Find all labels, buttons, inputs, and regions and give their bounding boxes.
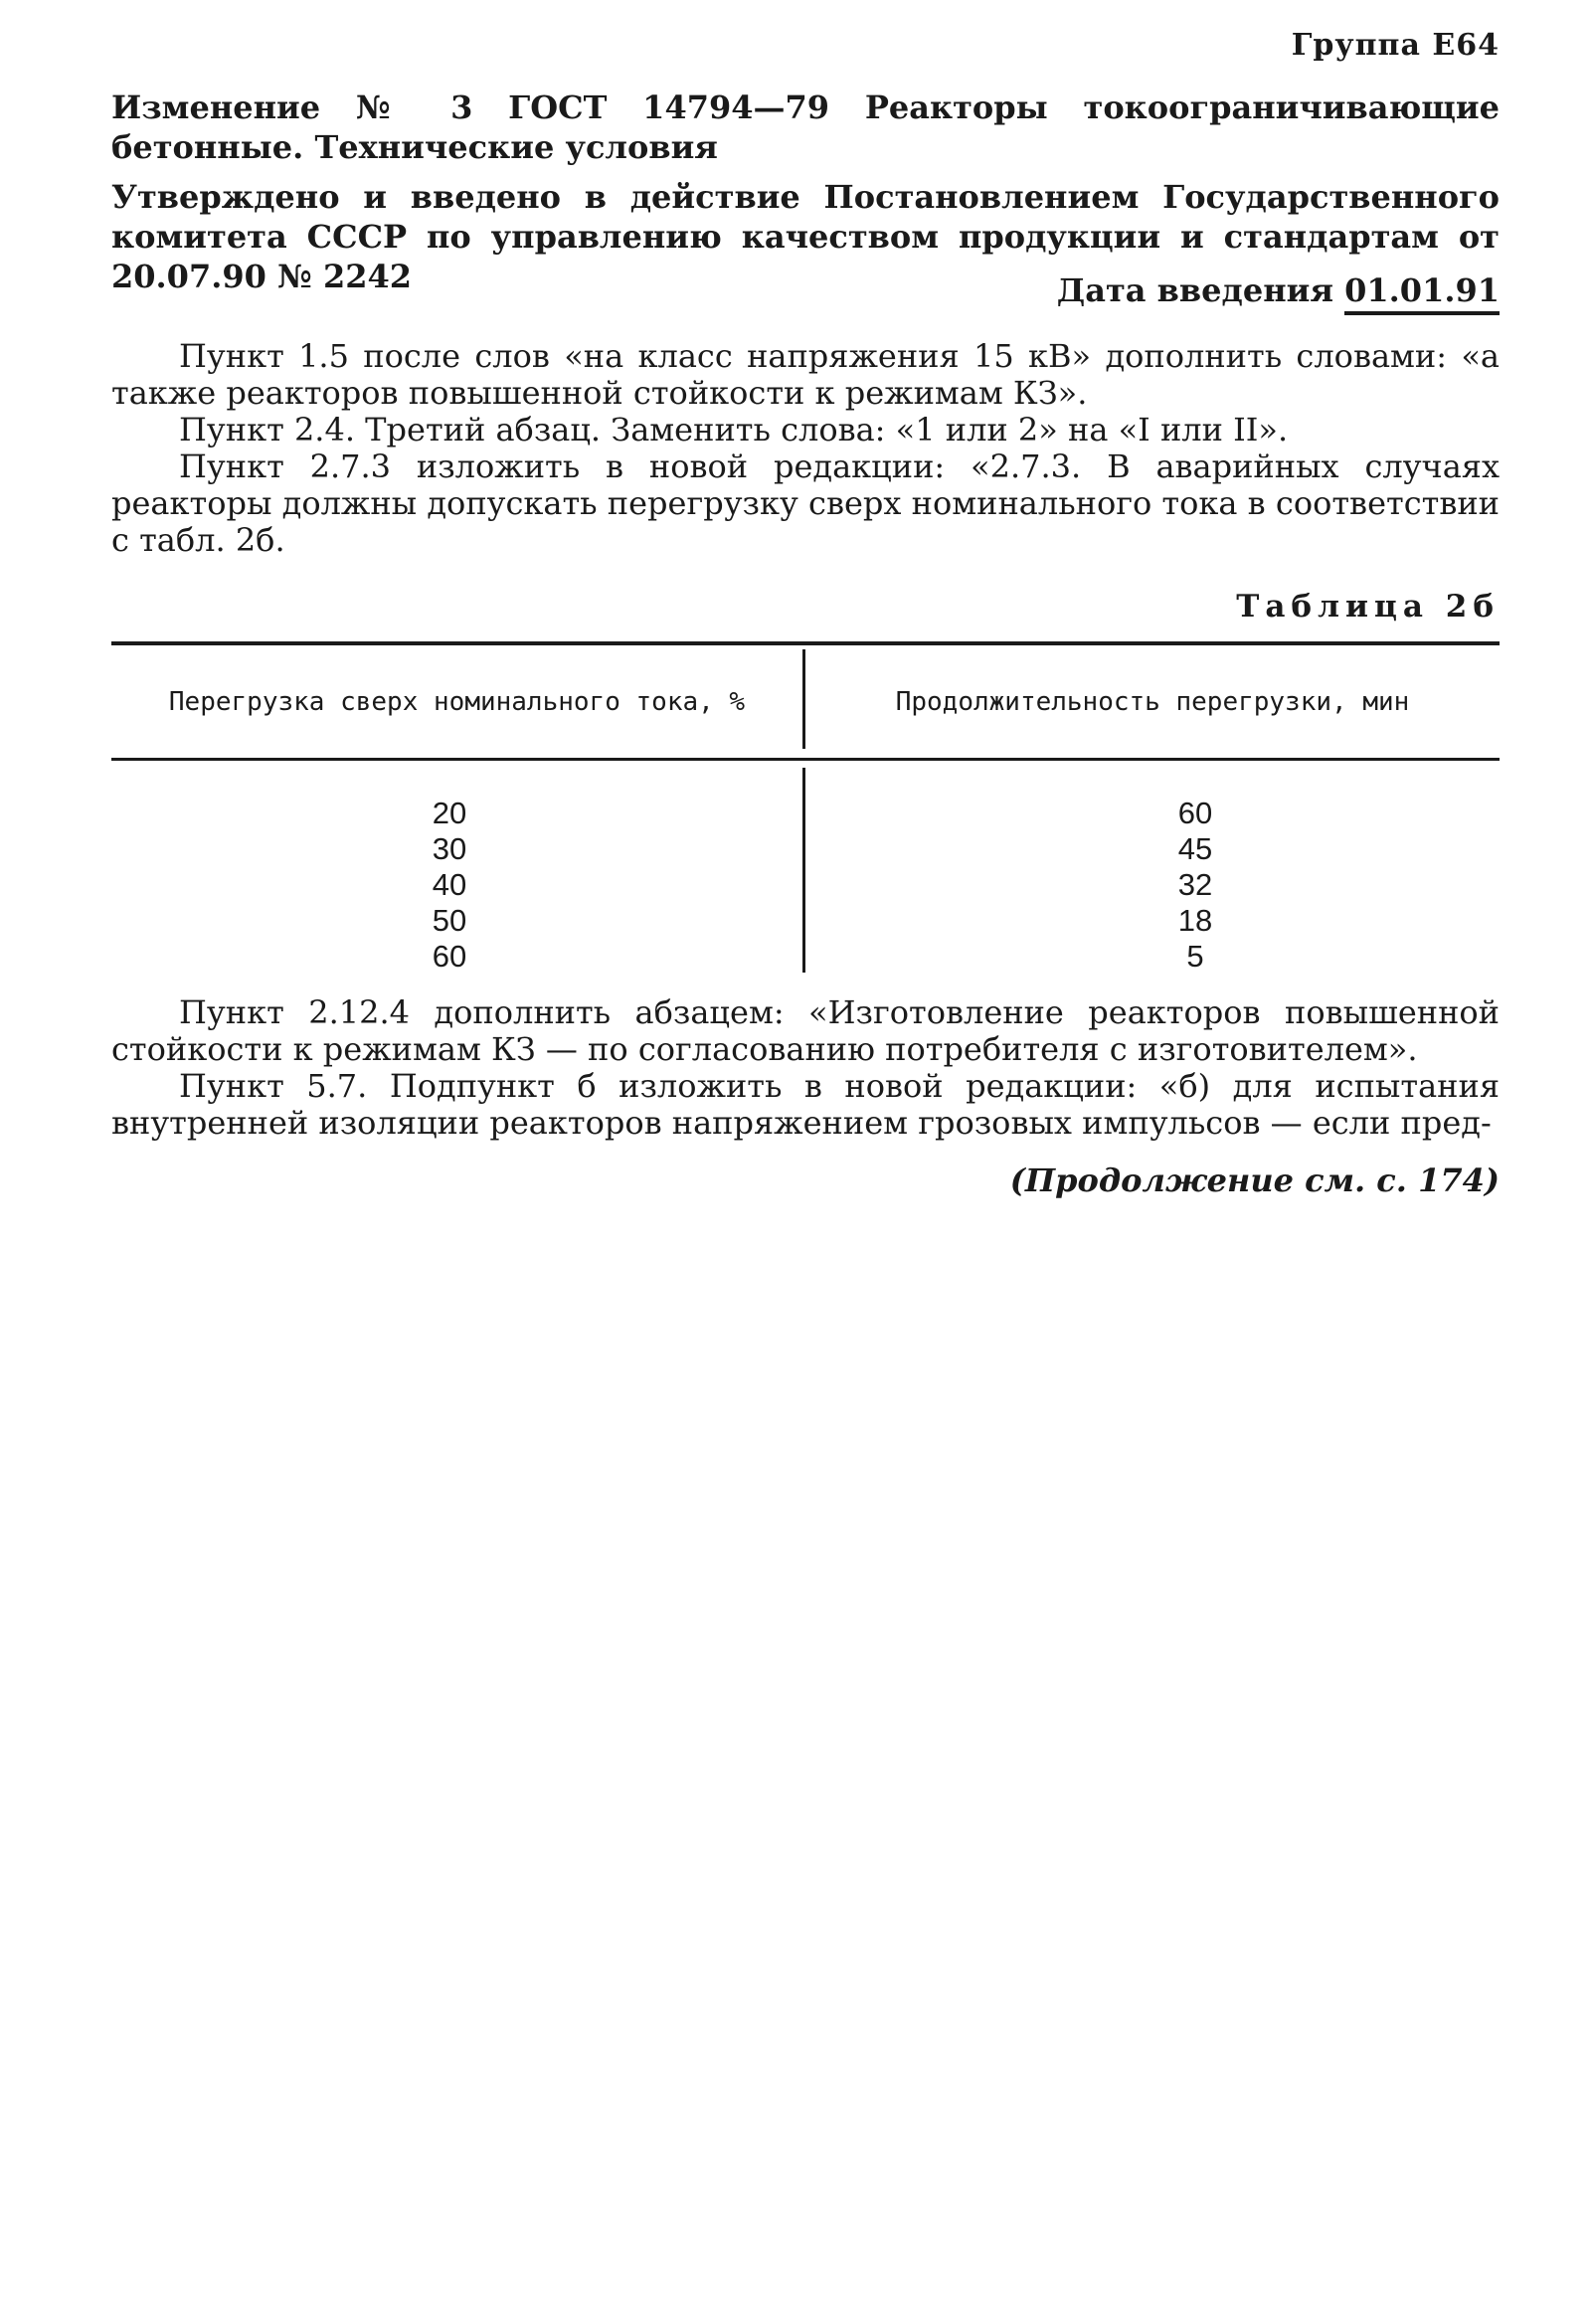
continuation-note: (Продолжение см. с. 174) [1009, 1162, 1500, 1199]
table-cell: 40 [432, 867, 467, 902]
paragraphs-before-table [111, 338, 1500, 559]
paragraph-item-2-12-4: Пункт 2.12.4 дополнить абзацем: «Изготовление реакторов повышенной стойкости к режимам КЗ — по согласованию потребителя с изготовителем». [111, 993, 1500, 1068]
table-cell: 5 [1186, 939, 1204, 974]
amendment-title: Изменение № 3 ГОСТ 14794—79 Реакторы токоограничивающие бетонные. Технические условия [111, 89, 1500, 166]
table-header-overload: Перегрузка сверх номинального тока, % [168, 687, 746, 717]
effective-date [1057, 270, 1500, 310]
table-caption: Таблица 2б [1236, 589, 1500, 625]
effective-date-value: 01.01.91 [1344, 271, 1500, 315]
paragraphs-after-table [111, 994, 1500, 1142]
table-cell: 32 [1177, 867, 1213, 902]
paragraph-item-2-7-3: Пункт 2.7.3 изложить в новой редакции: «2.7.3. В аварийных случаях реакторы должны допускать перегрузку сверх номинального тока в соответствии с табл. 2б. [111, 447, 1500, 559]
table-cell: 18 [1177, 903, 1213, 938]
table-cell: 30 [432, 831, 467, 866]
approval-statement: Утверждено и введено в действие Постановлением Государственного комитета СССР по управлению качеством продукции и стандартам от 20.07.90 № 2242 [111, 178, 1500, 295]
table-top-rule [111, 641, 1500, 645]
group-label: Группа Е64 [1291, 28, 1500, 63]
table-cell: 20 [432, 796, 467, 830]
paragraph-item-2-4: Пункт 2.4. Третий абзац. Заменить слова: «1 или 2» на «I или II». [179, 411, 1289, 448]
table-cell: 45 [1177, 831, 1213, 866]
paragraph-item-5-7: Пункт 5.7. Подпункт б изложить в новой редакции: «б) для испытания внутренней изоляции реакторов напряжением грозовых импульсов — если пред- [111, 1067, 1500, 1142]
table-cell: 60 [432, 939, 467, 974]
table-cell: 50 [432, 903, 467, 938]
table-column-overload [380, 796, 519, 975]
paragraph-item-1-5: Пункт 1.5 после слов «на класс напряжения 15 кВ» дополнить словами: «а также реакторов повышенной стойкости к режимам КЗ». [111, 337, 1500, 412]
table-header-duration: Продолжительность перегрузки, мин [895, 687, 1410, 717]
table-header-rule [111, 758, 1500, 761]
effective-date-label: Дата введения [1056, 271, 1333, 309]
table-cell: 60 [1177, 796, 1213, 830]
table-body-divider [802, 768, 805, 973]
table-column-duration [1126, 796, 1265, 975]
